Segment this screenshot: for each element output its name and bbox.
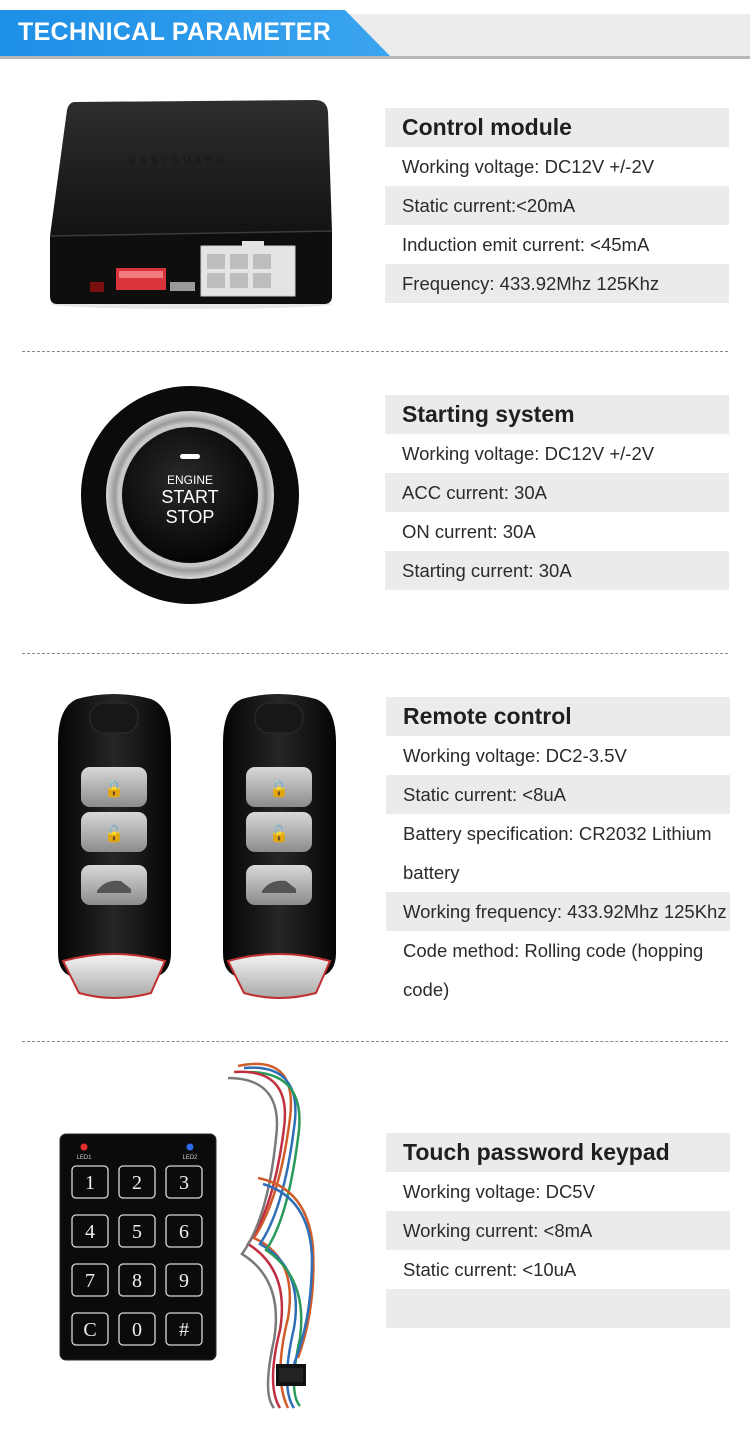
remote-fob-left: [58, 694, 171, 998]
section-divider: [22, 653, 728, 654]
section-divider: [22, 1041, 728, 1042]
param-row: [386, 1289, 730, 1328]
keypad-key-label: 2: [132, 1172, 142, 1194]
svg-text:🔒: 🔒: [104, 779, 124, 798]
page-title: TECHNICAL PARAMETER: [18, 18, 332, 46]
button-text-engine: ENGINE: [166, 473, 214, 487]
header-banner: [0, 0, 750, 60]
param-row: Working voltage: DC12V +/-2V: [402, 443, 655, 464]
engine-start-button-image: [80, 385, 300, 605]
param-row: Code method: Rolling code (hopping code): [403, 940, 704, 1000]
keypad-image: [58, 1058, 318, 1413]
product-brand-label: EASYGUARD: [129, 154, 227, 168]
param-row: Static current:<20mA: [385, 186, 729, 225]
param-row: Working voltage: DC2-3.5V: [403, 745, 627, 766]
keypad-wires: [228, 1064, 313, 1408]
keypad-key-label: 0: [132, 1319, 142, 1341]
keypad-key-label: 8: [132, 1270, 142, 1292]
keypad-key-label: 4: [85, 1221, 95, 1243]
remote-control-image: [55, 693, 345, 1003]
keypad-key-label: 7: [85, 1270, 95, 1292]
param-row: Working voltage: DC12V +/-2V: [402, 156, 655, 177]
keypad-key-label: 1: [85, 1172, 95, 1194]
param-row: Working current: <8mA: [386, 1211, 730, 1250]
section-title: Control module: [385, 108, 729, 147]
button-text-start: START: [161, 487, 219, 507]
starting-system-params: [385, 395, 729, 590]
section-title: Remote control: [386, 697, 730, 736]
remote-control-params: [386, 697, 730, 1009]
remote-fob-right: [223, 694, 336, 998]
control-module-params: [385, 108, 729, 303]
keypad-params: [386, 1133, 730, 1328]
param-row: Static current: <8uA: [386, 775, 730, 814]
button-text-stop: STOP: [165, 507, 215, 527]
svg-text:🔓: 🔓: [269, 824, 289, 843]
param-row: ON current: 30A: [402, 521, 536, 542]
control-module-image: [45, 96, 337, 311]
svg-text:🔒: 🔒: [269, 779, 289, 798]
section-title: Touch password keypad: [386, 1133, 730, 1172]
keypad-key-label: #: [179, 1319, 189, 1341]
param-row: Working frequency: 433.92Mhz 125Khz: [386, 892, 730, 931]
param-row: Battery specification: CR2032 Lithium battery: [403, 823, 712, 883]
keypad-key-label: 3: [179, 1172, 189, 1194]
param-row: Starting current: 30A: [385, 551, 729, 590]
svg-text:🔓: 🔓: [104, 824, 124, 843]
param-row: Working voltage: DC5V: [403, 1181, 595, 1202]
led2-label: LED2: [182, 1155, 198, 1161]
section-title: Starting system: [385, 395, 729, 434]
param-row: ACC current: 30A: [385, 473, 729, 512]
keypad-key-label: 5: [132, 1221, 142, 1243]
param-row: Static current: <10uA: [403, 1259, 577, 1280]
param-row: Induction emit current: <45mA: [402, 234, 650, 255]
param-row: Frequency: 433.92Mhz 125Khz: [385, 264, 729, 303]
section-divider: [22, 351, 728, 352]
keypad-key-label: C: [83, 1319, 97, 1341]
led1-label: LED1: [76, 1155, 92, 1161]
keypad-key-label: 9: [179, 1270, 189, 1292]
keypad-key-label: 6: [179, 1221, 189, 1243]
